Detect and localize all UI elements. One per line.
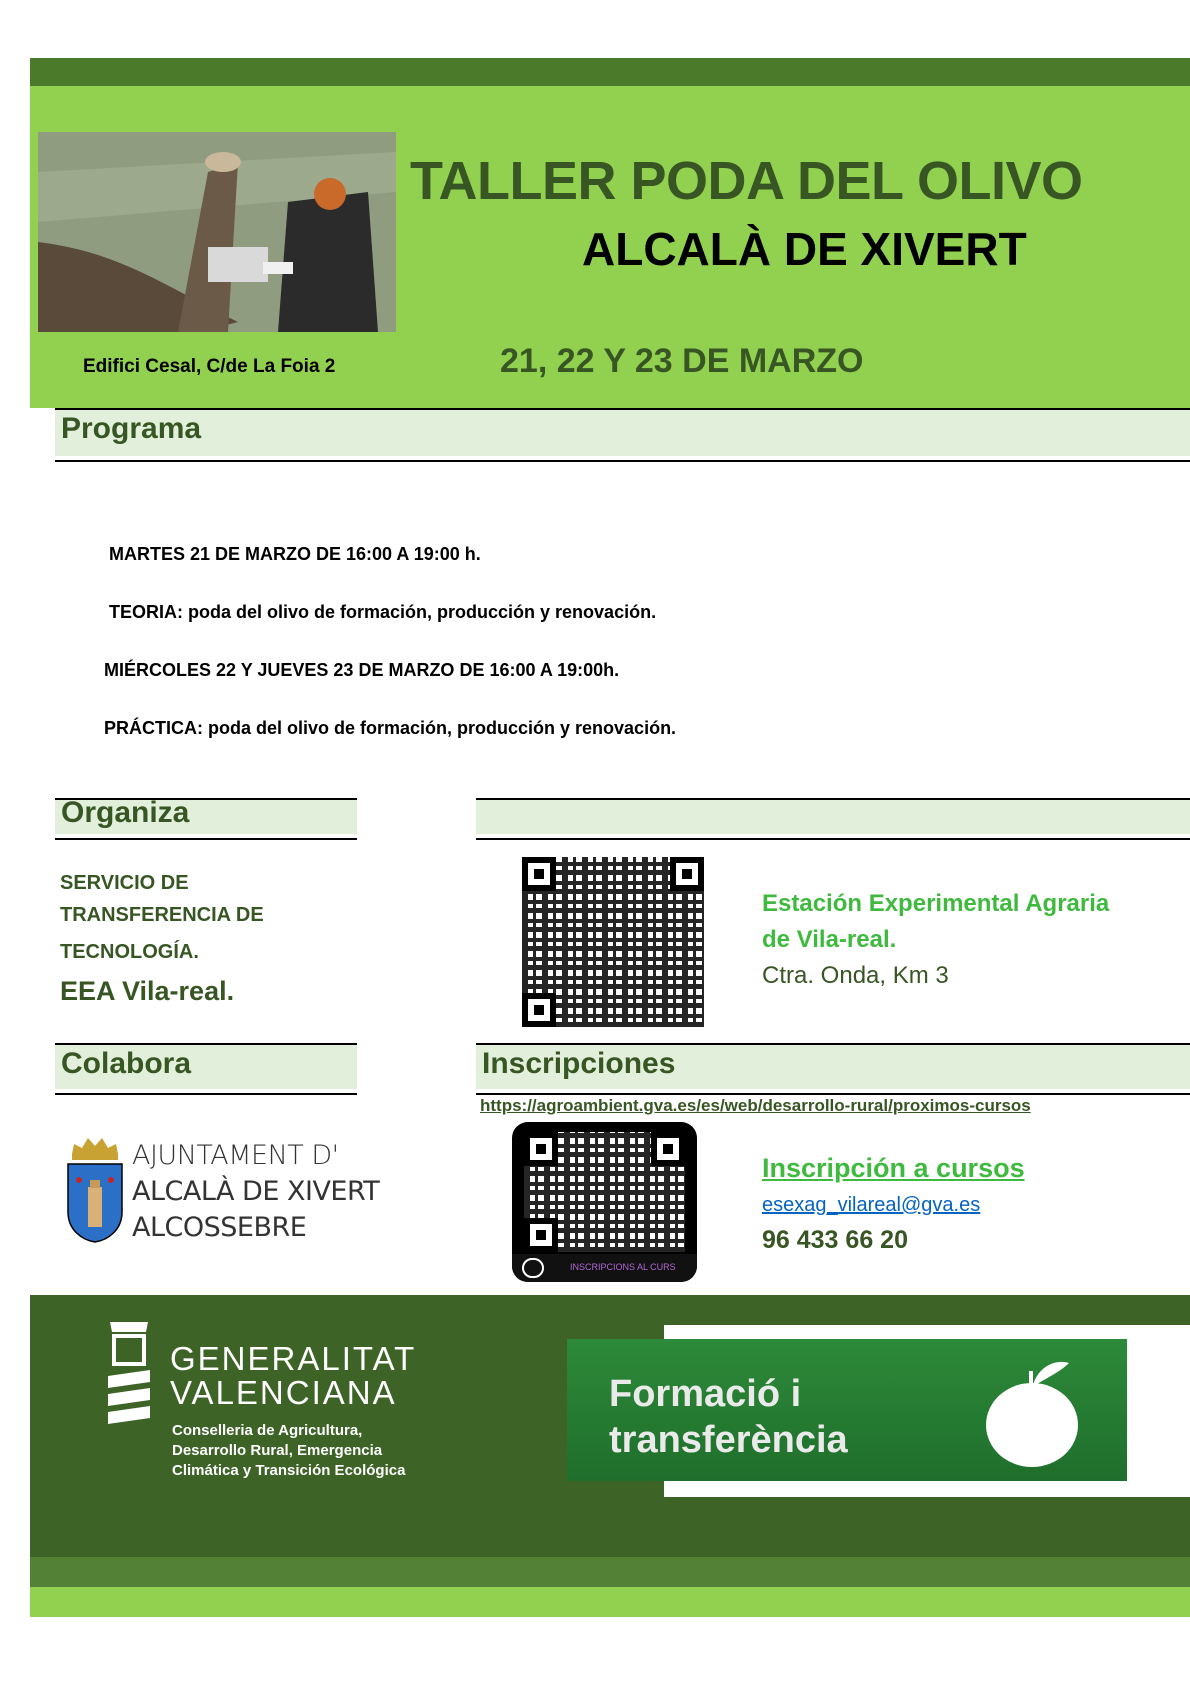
header-dates: 21, 22 Y 23 DE MARZO (500, 342, 864, 380)
gv-line-1: GENERALITAT (170, 1340, 417, 1377)
inscripcion-email[interactable]: esexag_vilareal@gva.es (762, 1194, 981, 1216)
organiza-line-2: TRANSFERENCIA DE (60, 904, 264, 926)
inscripcion-phone: 96 433 66 20 (762, 1226, 908, 1254)
gv-line-2: VALENCIANA (170, 1374, 397, 1411)
ajuntament-line-3: ALCOSSEBRE (132, 1212, 307, 1243)
inscripciones-header (476, 1043, 1190, 1089)
header-location: Edifici Cesal, C/de La Foia 2 (83, 356, 336, 377)
header-title: TALLER PODA DEL OLIVO (410, 151, 1083, 211)
program-line-4: PRÁCTICA: poda del olivo de formación, producción y renovación. (104, 718, 677, 738)
olive-pruning-photo (38, 132, 396, 332)
generalitat-logo (100, 1318, 480, 1488)
estacion-name-2: de Vila-real. (762, 926, 897, 953)
organiza-line-4: EEA Vila-real. (60, 976, 235, 1006)
colabora-heading: Colabora (61, 1047, 192, 1080)
inscripcion-cursos-title[interactable]: Inscripción a cursos (762, 1153, 1025, 1183)
ajuntament-line-1: AJUNTAMENT D' (132, 1140, 339, 1171)
organiza-line-1: SERVICIO DE (60, 872, 189, 894)
program-line-3: MIÉRCOLES 22 Y JUEVES 23 DE MARZO DE 16:00 A 19:00h. (104, 660, 620, 680)
footer-light-stripe (30, 1587, 1190, 1617)
qr-code-inscripcion (524, 1132, 685, 1252)
generalitat-emblem-icon (100, 1318, 158, 1438)
conselleria-line-3: Climática y Transición Ecológica (172, 1462, 406, 1479)
phone-icon (522, 1258, 544, 1278)
qr-inscripcion-card[interactable] (512, 1122, 697, 1282)
organiza-heading: Organiza (61, 796, 190, 829)
estacion-address: Ctra. Onda, Km 3 (762, 962, 949, 989)
ajuntament-line-2: ALCALÀ DE XIVERT (132, 1176, 380, 1207)
banner-line-1: Formació i (609, 1373, 802, 1415)
organiza-header (55, 798, 357, 834)
program-line-1: MARTES 21 DE MARZO DE 16:00 A 19:00 h. (109, 544, 481, 564)
qr-code-location[interactable] (522, 857, 704, 1027)
colabora-header (55, 1043, 357, 1089)
banner-line-2: transferència (609, 1419, 848, 1461)
conselleria-line-1: Conselleria de Agricultura, (172, 1422, 363, 1439)
ajuntament-logo (64, 1132, 380, 1247)
ajuntament-shield-icon (64, 1132, 126, 1244)
programa-heading: Programa (61, 412, 202, 445)
qr-caption-bar (512, 1254, 697, 1282)
footer-stripe (30, 1557, 1190, 1587)
inscripciones-url[interactable]: https://agroambient.gva.es/es/web/desarrollo-rural/proximos-cursos (480, 1096, 1031, 1115)
inscripciones-heading: Inscripciones (482, 1047, 676, 1080)
qr-caption: INSCRIPCIONS AL CURS (570, 1262, 676, 1272)
header-subtitle: ALCALÀ DE XIVERT (582, 223, 1027, 275)
programa-header (55, 408, 1190, 456)
top-dark-band (30, 58, 1190, 86)
apple-icon (977, 1353, 1087, 1473)
estacion-header (476, 798, 1190, 834)
estacion-name-1: Estación Experimental Agraria (762, 890, 1110, 917)
program-line-2: TEORIA: poda del olivo de formación, producción y renovación. (109, 602, 657, 622)
conselleria-line-2: Desarrollo Rural, Emergencia (172, 1442, 383, 1459)
formacio-banner (567, 1339, 1127, 1481)
organiza-line-3: TECNOLOGÍA. (60, 941, 199, 963)
